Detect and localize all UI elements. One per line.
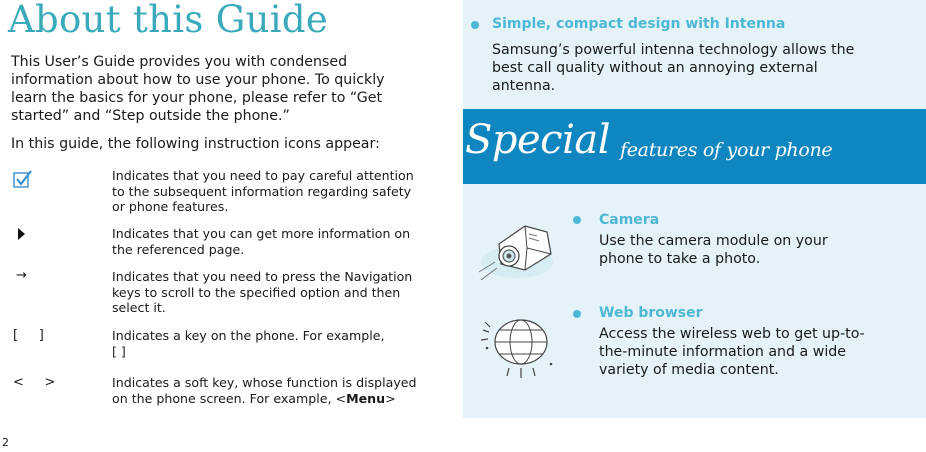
banner-title-small: features of your phone (620, 139, 833, 161)
left-page (0, 0, 460, 452)
intenna-title: Simple, compact design with Intenna (492, 16, 786, 32)
softkey-brackets: < > (13, 375, 56, 390)
icon-desc-navigation: Indicates that you need to press the Navigation keys to scroll to the specified option and then select it. (112, 269, 413, 315)
icons-intro: In this guide, the following instruction icons appear: (11, 136, 380, 152)
globe-icon (479, 312, 559, 384)
web-browser-title: Web browser (599, 305, 703, 321)
camera-icon (477, 214, 557, 288)
special-features-banner (463, 109, 926, 184)
right-page (463, 0, 926, 418)
icon-desc-reference: Indicates that you can get more information on the referenced page. (112, 226, 411, 257)
web-browser-text: Access the wireless web to get up-to-the-minute information and a wide variety of media content. (599, 326, 865, 378)
intenna-text: Samsung’s powerful intenna technology allows the best call quality without an annoying external antenna. (492, 42, 855, 94)
checkbox-icon (13, 169, 35, 193)
intro-paragraph: This User’s Guide provides you with condensed information about how to use your phone. To quickly learn the basics for your phone, please refer to “Get started” and “Step outside the phone.” (11, 54, 385, 124)
example-key: [ ] (112, 343, 126, 359)
icon-desc-softkey: Indicates a soft key, whose function is displayed on the phone screen. For example, <Menu> (112, 375, 417, 406)
icon-desc-key: Indicates a key on the phone. For example, [ ] (112, 328, 385, 359)
bullet-icon (573, 216, 581, 224)
page-number: 2 (2, 436, 9, 449)
bullet-icon (573, 310, 581, 318)
bullet-icon (471, 21, 479, 29)
icon-desc-caution: Indicates that you need to pay careful attention to the subsequent information regarding safety or phone features. (112, 168, 414, 214)
camera-title: Camera (599, 212, 660, 228)
camera-text: Use the camera module on your phone to take a photo. (599, 233, 828, 267)
banner-title-big: Special (465, 117, 611, 163)
page-title: About this Guide (8, 0, 329, 41)
menu-softkey-label: Menu (346, 390, 386, 406)
key-brackets: [ ] (13, 328, 44, 343)
arrow-right-icon: → (16, 268, 27, 283)
triangle-right-icon (17, 228, 27, 244)
